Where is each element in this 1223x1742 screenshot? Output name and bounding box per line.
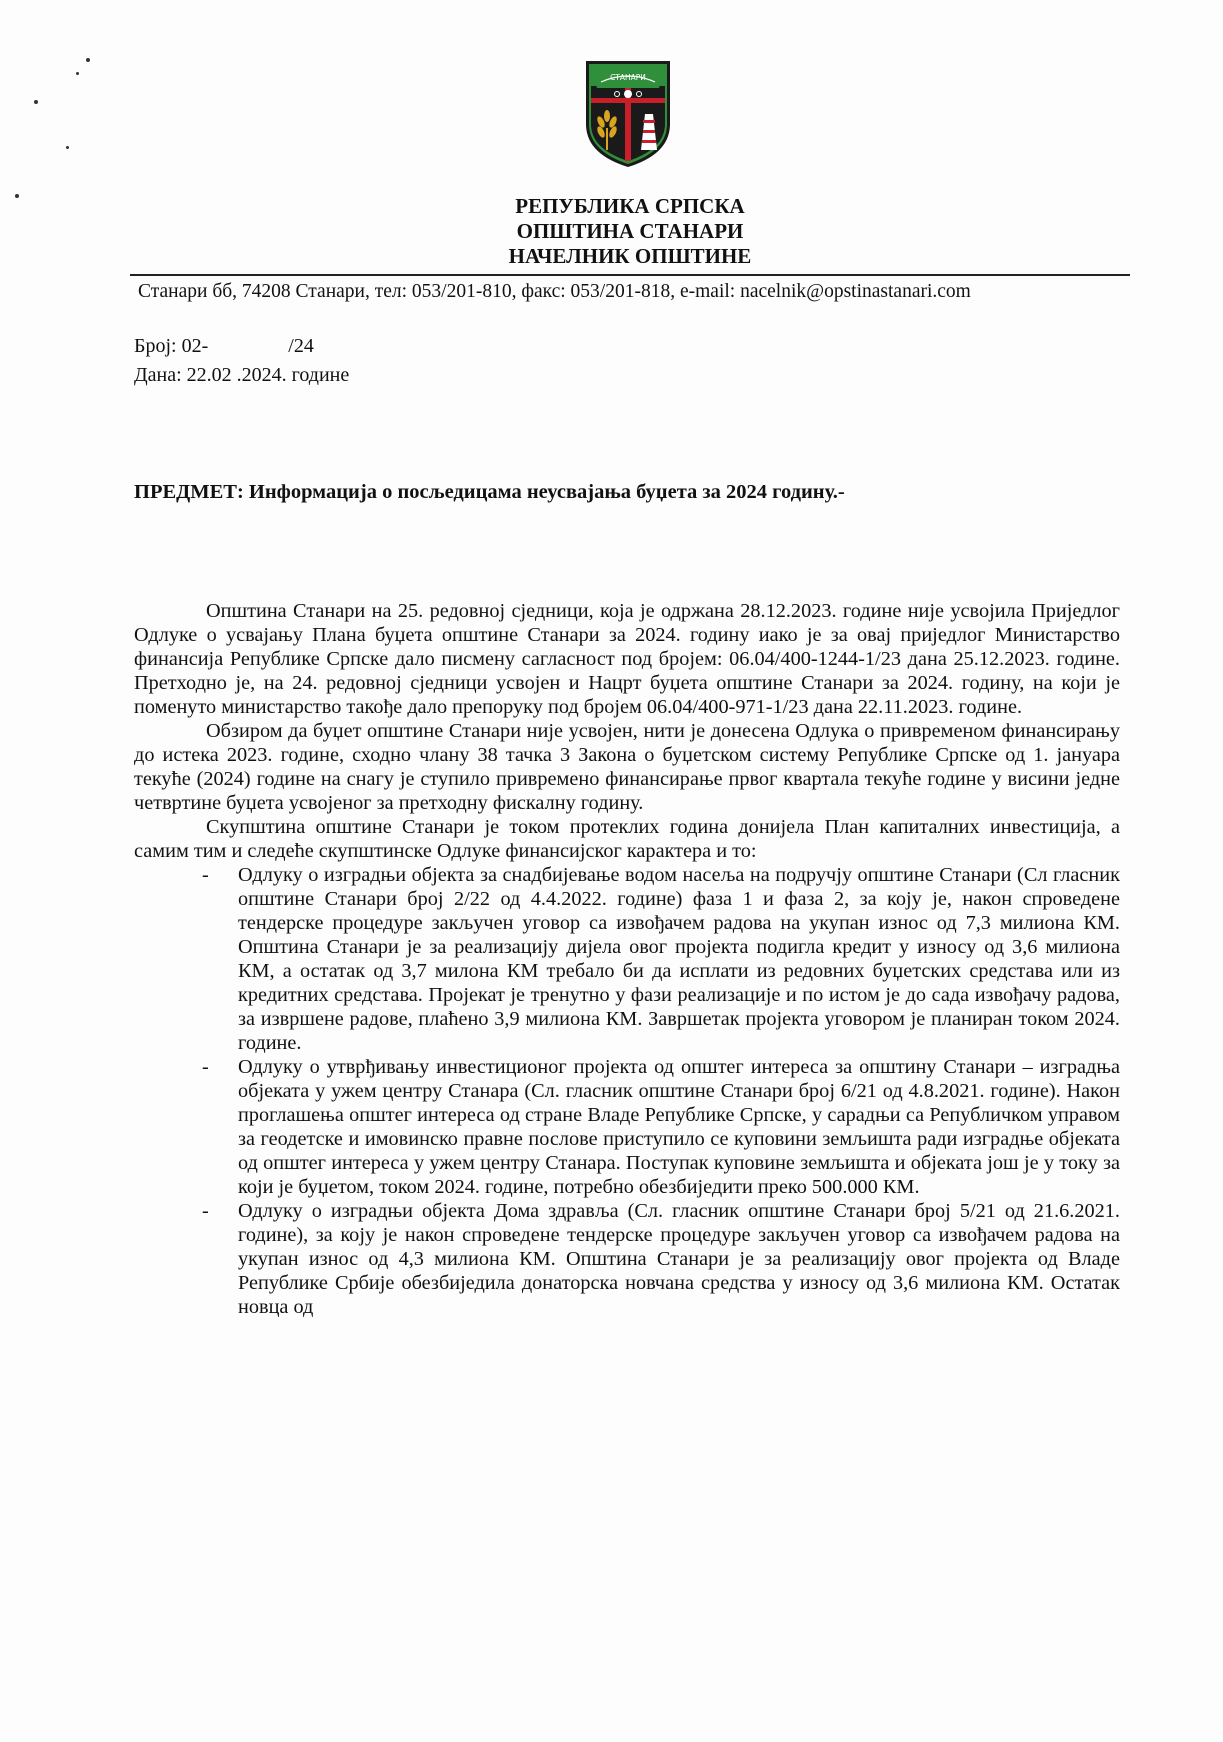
list-item-text: Одлуку о изградњи објекта за снадбијевање водом насеља на подручју општине Станари (Сл гласник општине Станари број 2/22 од 4.4.2022. године) фаза 1 и фаза 2, за коју је, након спроведене тендерске процедуре закључен уговор са извођачем радова на укупан износ од 7,3 милиона КМ. Општина Станари је за реализацију дијела овог пројекта подигла кредит у износу од 3,6 милиона КМ, а остатак од 3,7 милона КМ требало би да исплати из редовних буџетских средстава или из кредитних средстава. Пројекат је тренутно у фази реализације и по истом је до сада извођачу радова, за извршене радове, плаћено 3,9 милиона КМ. Завршетак пројекта уговором је планиран током 2024. године. xyxy=(238,864,1120,1054)
letterhead-municipality: ОПШТИНА СТАНАРИ xyxy=(516,219,744,243)
scan-speck xyxy=(66,146,69,149)
reference-date: Дана: 22.02 .2024. године xyxy=(134,364,350,386)
list-bullet: - xyxy=(202,1200,209,1222)
crest-inscription: СТАНАРИ xyxy=(610,73,646,82)
body-paragraph: Обзиром да буџет општине Станари није усвојен, нити је донесена Одлука о привременом финансирању до истека 2023. године, сходно члану 38 тачка 3 Закона о буџетском систему Републике Српске од 1. јануара текуће (2024) године на снагу је ступило привремено финансирање првог квартала текуће године у висини једне четвртине буџета усвојеног за претходну фискалну годину. xyxy=(134,720,1120,814)
reference-number: Број: 02- /24 xyxy=(134,335,314,357)
list-item-text: Одлуку о изградњи објекта Дома здравља (Сл. гласник општине Станари број 5/21 од 21.6.2021. године), за коју је након спроведене тендерске процедуре закључен уговор са извођачем радова на укупан износ од 4,3 милиона КМ. Општина Станари је за реализацију овог пројекта од Владе Републике Србије обезбиједила донаторска новчана средства у износу од 3,6 милиона КМ. Остатак новца од xyxy=(238,1200,1120,1318)
letterhead-office: НАЧЕЛНИК ОПШТИНЕ xyxy=(508,244,752,268)
decision-list xyxy=(134,863,1120,1319)
list-item xyxy=(134,1055,1120,1199)
body-paragraph: Скупштина општине Станари је током протеклих година донијела План капиталних инвестиција, а самим тим и следеће скупштинске Одлуке финансијског карактера и то: xyxy=(134,816,1120,862)
subject-line: ПРЕДМЕТ: Информација о посљедицама неусвајања буџета за 2024 годину.- xyxy=(134,481,845,503)
scan-speck xyxy=(86,58,90,62)
list-item xyxy=(134,863,1120,1055)
body-paragraph: Општина Станари на 25. редовној сједници, која је одржана 28.12.2023. године није усвојила Приједлог Одлуке о усвајању Плана буџета општине Станари за 2024. годину иако је за овај приједлог Министарство финансија Републике Српске дало писмену сагласност под бројем: 06.04/400-1244-1/23 дана 25.12.2023. године. Претходно је, на 24. редовној сједници усвојен и Нацрт буџета општине Станари за 2024. годину, на који је поменуто министарство такође дало препоруку под бројем 06.04/400-971-1/23 дана 22.11.2023. године. xyxy=(134,600,1120,718)
list-bullet: - xyxy=(202,864,209,886)
letterhead-divider xyxy=(130,274,1130,276)
list-bullet: - xyxy=(202,1056,209,1078)
scan-speck xyxy=(34,100,38,104)
contact-line: Станари бб, 74208 Станари, тел: 053/201-810, факс: 053/201-818, e-mail: nacelnik@opstinastanari.com xyxy=(138,281,971,302)
list-item xyxy=(134,1199,1120,1319)
document-body xyxy=(134,599,1120,1319)
scan-speck xyxy=(76,72,79,75)
list-item-text: Одлуку о утврђивању инвестиционог пројекта од општег интереса за општину Станари – изградња објеката у ужем центру Станара (Сл. гласник општине Станари број 6/21 од 4.8.2021. године). Након проглашења општег интереса од стране Владе Републике Српске, у сарадњи са Републичком управом за геодетске и имовинско правне послове приступило се куповини земљишта ради изградње објеката од општег интереса у ужем центру Станара. Поступак куповине земљишта и објеката још је у току за који је буџетом, током 2024. године, потребно обезбиједити преко 500.000 КМ. xyxy=(238,1056,1120,1198)
municipal-coat-of-arms-icon xyxy=(583,58,673,170)
letterhead-republic: РЕПУБЛИКА СРПСКА xyxy=(515,194,745,218)
letterhead xyxy=(0,194,1223,269)
